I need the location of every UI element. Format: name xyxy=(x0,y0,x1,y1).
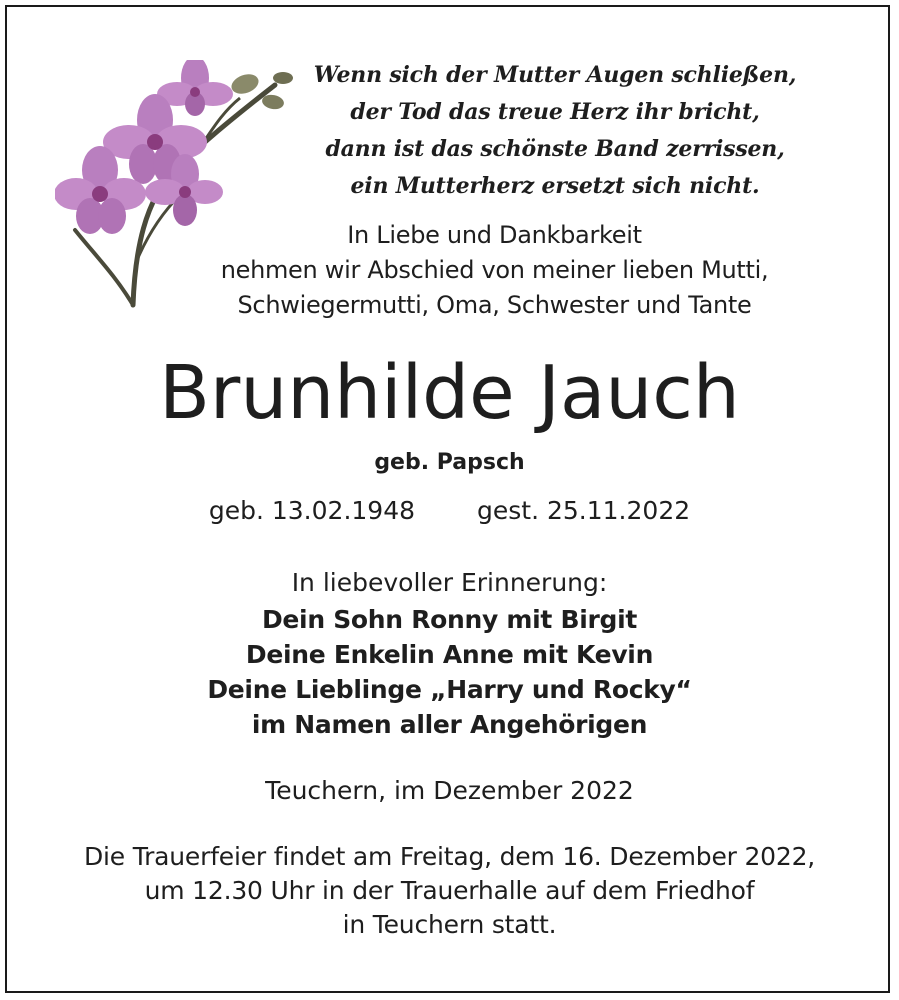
place-date: Teuchern, im Dezember 2022 xyxy=(265,776,634,805)
poem-line: Wenn sich der Mutter Augen schließen, xyxy=(313,62,797,88)
poem-line: der Tod das treue Herz ihr bricht, xyxy=(350,99,760,125)
funeral-line: um 12.30 Uhr in der Trauerhalle auf dem Friedhof xyxy=(144,876,755,905)
birth-date: geb. 13.02.1948 xyxy=(208,496,416,525)
mourner-line: Deine Enkelin Anne mit Kevin xyxy=(245,640,654,669)
mourner-line: Dein Sohn Ronny mit Birgit xyxy=(261,605,638,634)
poem-line: ein Mutterherz ersetzt sich nicht. xyxy=(350,173,760,199)
life-dates xyxy=(0,496,899,525)
intro-line: Schwiegermutti, Oma, Schwester und Tante xyxy=(237,291,752,319)
remembrance-label: In liebevoller Erinnerung: xyxy=(291,568,608,597)
maiden-name: geb. Papsch xyxy=(374,450,525,475)
intro-line: In Liebe und Dankbarkeit xyxy=(347,221,642,249)
deceased-name: Brunhilde Jauch xyxy=(159,350,740,436)
intro-line: nehmen wir Abschied von meiner lieben Mutti, xyxy=(220,256,769,284)
funeral-line: Die Trauerfeier findet am Freitag, dem 16. Dezember 2022, xyxy=(83,842,816,871)
poem-line: dann ist das schönste Band zerrissen, xyxy=(325,136,785,162)
mourner-line: im Namen aller Angehörigen xyxy=(251,710,648,739)
funeral-line: in Teuchern statt. xyxy=(342,910,557,939)
mourner-line: Deine Lieblinge „Harry und Rocky“ xyxy=(207,675,692,704)
death-date: gest. 25.11.2022 xyxy=(477,496,691,525)
